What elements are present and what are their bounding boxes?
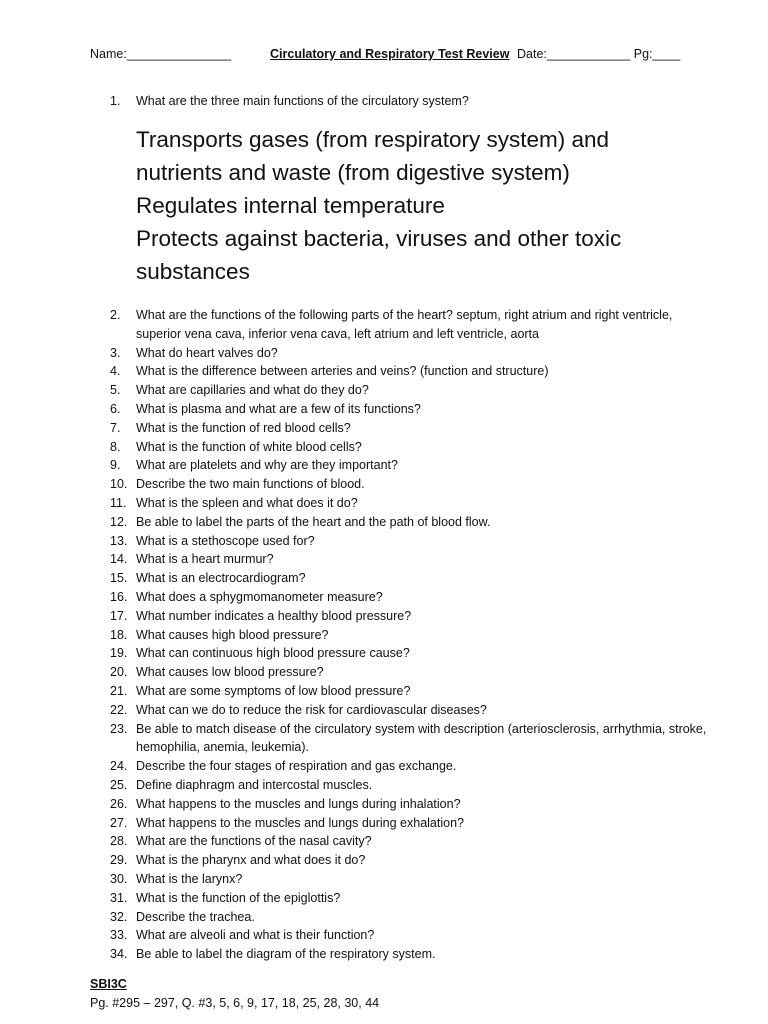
answer-line: Regulates internal temperature — [136, 193, 445, 218]
question-item — [110, 362, 710, 381]
question-item — [110, 644, 710, 663]
question-text: What are platelets and why are they important? — [136, 458, 398, 473]
answer-line: nutrients and waste (from digestive system) — [136, 160, 570, 185]
page-header — [90, 47, 690, 65]
question-item — [110, 494, 710, 513]
question-item — [110, 795, 710, 814]
question-text: What is a stethoscope used for? — [136, 533, 315, 548]
question-text: What happens to the muscles and lungs during inhalation? — [136, 796, 461, 811]
question-item — [110, 701, 710, 720]
question-text: What happens to the muscles and lungs during exhalation? — [136, 815, 464, 830]
question-text: What is the spleen and what does it do? — [136, 495, 358, 510]
question-item — [110, 851, 710, 870]
question-item — [110, 306, 710, 344]
question-number: 21. — [110, 683, 128, 698]
question-text: What causes high blood pressure? — [136, 627, 329, 642]
question-item — [110, 832, 710, 851]
question-item — [110, 381, 710, 400]
question-text: What can continuous high blood pressure cause? — [136, 646, 410, 661]
question-item — [110, 588, 710, 607]
question-item — [110, 682, 710, 701]
date-page-field-label: Date:____________ Pg:____ — [517, 47, 681, 61]
name-field-label: Name:_______________ — [90, 47, 232, 61]
question-text: What are the three main functions of the circulatory system? — [136, 94, 469, 108]
question-number: 16. — [110, 589, 128, 604]
question-number: 11. — [110, 495, 127, 510]
question-number: 8. — [110, 439, 121, 454]
question-text: What is the larynx? — [136, 871, 243, 886]
question-number: 14. — [110, 552, 128, 567]
question-text: Be able to match disease of the circulatory system with description (arteriosclerosis, arrhythmia, stroke, hemophilia, anemia, leukemia). — [136, 721, 707, 755]
question-text: Describe the four stages of respiration and gas exchange. — [136, 759, 457, 774]
question-number: 23. — [110, 721, 128, 736]
question-text: What is a heart murmur? — [136, 552, 274, 567]
question-number: 6. — [110, 401, 121, 416]
question-item — [110, 908, 710, 927]
question-number: 22. — [110, 702, 128, 717]
question-text: What is the difference between arteries and veins? (function and structure) — [136, 364, 549, 379]
question-number: 29. — [110, 853, 128, 868]
question-item — [110, 757, 710, 776]
answer-block — [136, 123, 696, 288]
question-number: 18. — [110, 627, 128, 642]
question-number: 26. — [110, 796, 128, 811]
question-text: Describe the two main functions of blood. — [136, 477, 365, 492]
question-number: 20. — [110, 665, 128, 680]
question-item — [110, 550, 710, 569]
question-item — [110, 945, 710, 964]
question-item — [110, 475, 710, 494]
question-text: What are some symptoms of low blood pressure? — [136, 683, 411, 698]
question-item — [110, 513, 710, 532]
question-text: What are capillaries and what do they do? — [136, 383, 369, 398]
question-text: What are the functions of the nasal cavity? — [136, 834, 372, 849]
textbook-reference: Pg. #295 – 297, Q. #3, 5, 6, 9, 17, 18, 25, 28, 30, 44 — [90, 995, 380, 1010]
question-text: What can we do to reduce the risk for cardiovascular diseases? — [136, 702, 487, 717]
question-text: Be able to label the parts of the heart and the path of blood flow. — [136, 514, 491, 529]
question-number: 15. — [110, 571, 128, 586]
question-number: 17. — [110, 608, 128, 623]
question-item — [110, 870, 710, 889]
question-number: 33. — [110, 928, 128, 943]
question-text: What are alveoli and what is their function? — [136, 928, 375, 943]
question-text: What is the function of the epiglottis? — [136, 890, 341, 905]
question-item — [110, 569, 710, 588]
page-footer — [90, 975, 379, 1012]
question-text: What is plasma and what are a few of its functions? — [136, 401, 421, 416]
question-number: 24. — [110, 759, 128, 774]
question-number: 13. — [110, 533, 128, 548]
question-list — [110, 306, 710, 964]
answer-line: Transports gases (from respiratory system) and — [136, 127, 610, 152]
question-number: 12. — [110, 514, 128, 529]
question-item — [110, 344, 710, 363]
question-text: What causes low blood pressure? — [136, 665, 324, 680]
question-number: 30. — [110, 871, 128, 886]
question-item — [110, 814, 710, 833]
answer-line: substances — [136, 259, 250, 284]
question-item — [110, 926, 710, 945]
question-number: 25. — [110, 777, 128, 792]
question-text: What is the pharynx and what does it do? — [136, 853, 366, 868]
question-item — [110, 438, 710, 457]
question-item — [110, 456, 710, 475]
question-item — [110, 532, 710, 551]
question-item — [110, 626, 710, 645]
question-item — [110, 776, 710, 795]
question-text: What do heart valves do? — [136, 345, 278, 360]
course-code: SBI3C — [90, 977, 127, 991]
question-number: 27. — [110, 815, 128, 830]
question-text: Be able to label the diagram of the respiratory system. — [136, 947, 436, 962]
question-item — [110, 419, 710, 438]
question-text: What is the function of white blood cells? — [136, 439, 362, 454]
question-number: 19. — [110, 646, 128, 661]
question-text: Describe the trachea. — [136, 909, 255, 924]
question-number: 9. — [110, 458, 121, 473]
question-text: What does a sphygmomanometer measure? — [136, 589, 383, 604]
question-item — [110, 663, 710, 682]
question-number: 28. — [110, 834, 128, 849]
question-number: 32. — [110, 909, 128, 924]
page-title: Circulatory and Respiratory Test Review — [270, 47, 510, 61]
question-item — [110, 400, 710, 419]
question-number: 1. — [110, 94, 121, 108]
question-number: 4. — [110, 364, 121, 379]
question-number: 3. — [110, 345, 121, 360]
question-number: 5. — [110, 383, 121, 398]
question-number: 34. — [110, 947, 128, 962]
question-item — [110, 720, 710, 758]
question-text: What are the functions of the following parts of the heart? septum, right atrium and right ventricle, superior vena cava, inferior vena cava, left atrium and left ventricle, aorta — [136, 308, 673, 341]
question-text: What number indicates a healthy blood pressure? — [136, 608, 412, 623]
question-1 — [110, 94, 469, 108]
question-text: What is the function of red blood cells? — [136, 420, 351, 435]
question-item — [110, 889, 710, 908]
question-text: What is an electrocardiogram? — [136, 571, 306, 586]
question-number: 10. — [110, 477, 128, 492]
question-text: Define diaphragm and intercostal muscles. — [136, 777, 373, 792]
question-number: 7. — [110, 420, 121, 435]
question-item — [110, 607, 710, 626]
question-number: 2. — [110, 308, 121, 322]
question-number: 31. — [110, 890, 128, 905]
answer-line: Protects against bacteria, viruses and other toxic — [136, 226, 622, 251]
